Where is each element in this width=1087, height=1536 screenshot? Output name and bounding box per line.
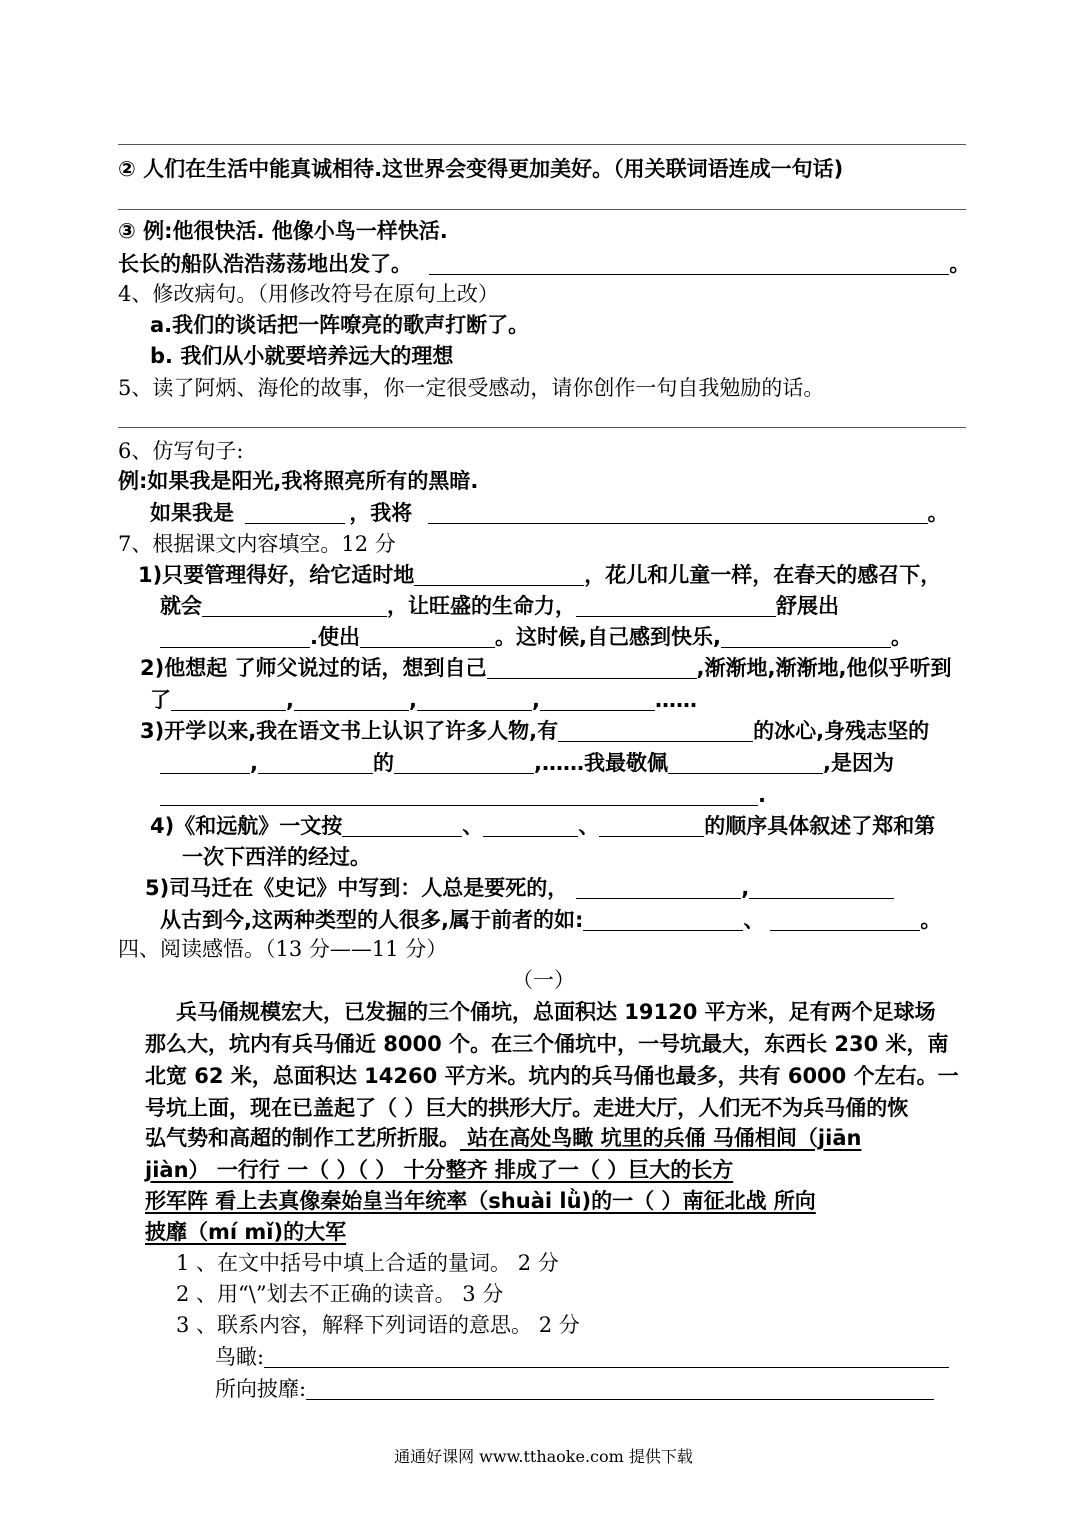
s7-3-blank-6[interactable] [160, 783, 758, 806]
passage-l5-plain: 弘气势和高超的制作工艺所折服。 [145, 1126, 460, 1150]
s7-1g: 。这时候,自己感到快乐, [494, 625, 721, 649]
answer-line-2 [118, 209, 966, 210]
s7-3-line-2 [160, 749, 894, 777]
q3-sentence-text: 长长的船队浩浩荡荡地出发了。 [118, 252, 412, 276]
term-suoxiangpimi [215, 1375, 934, 1403]
reading-question-1: 1 、在文中括号中填上合适的量词。 2 分 [176, 1251, 559, 1275]
s7-3-blank-1[interactable] [558, 719, 753, 742]
reading-question-3: 3 、联系内容，解释下列词语的意思。 2 分 [176, 1313, 580, 1337]
s7-3-blank-2[interactable] [160, 751, 250, 774]
s7-3-blank-5[interactable] [668, 751, 823, 774]
s7-1-blank-6[interactable] [721, 625, 891, 648]
s7-3-line-1 [140, 717, 929, 745]
s7-2-blank-2[interactable] [171, 688, 286, 711]
q3-end: 。 [949, 252, 971, 276]
passage-line-5 [145, 1123, 861, 1154]
question-3-example: ③ 例:他很快活. 他像小鸟一样快活. [118, 219, 448, 243]
s7-3d: ,……我最敬佩 [533, 751, 668, 775]
term-niaokan [215, 1343, 949, 1371]
s7-4-line-2: 一次下西洋的经过。 [182, 845, 371, 869]
s7-5-blank-2[interactable] [749, 876, 894, 899]
s7-4b-2: 、 [578, 814, 600, 838]
s6-a: 如果我是 [150, 501, 234, 525]
section-4-title: 4、修改病句。（用修改符号在原句上改） [118, 282, 499, 306]
s6-blank-2[interactable] [428, 501, 928, 524]
s7-3-line-3 [160, 781, 766, 809]
section-four-title: 四、阅读感悟。（13 分——11 分） [118, 937, 448, 961]
s7-1-blank-4[interactable] [160, 625, 310, 648]
question-3-sentence [118, 250, 970, 278]
s7-4-blank-2[interactable] [483, 814, 578, 837]
s7-1d: ，让旺盛的生命力， [387, 594, 576, 618]
s7-1c: 就会 [160, 594, 202, 618]
passage-line-4: 号坑上面，现在已盖起了（ ）巨大的拱形大厅。走进大厅，人们无不为兵马俑的恢 [145, 1096, 909, 1120]
q3-blank[interactable] [429, 252, 949, 275]
passage-line-8: 披靡（mí mǐ)的大军 [145, 1220, 347, 1244]
s7-5a: 5)司马迁在《史记》中写到：人总是要死的， [145, 876, 569, 900]
s7-3f: . [758, 783, 766, 807]
passage-line-1: 兵马俑规模宏大，已发掘的三个俑坑，总面积达 19120 平方米，足有两个足球场 [176, 1000, 936, 1024]
answer-line-1 [118, 144, 966, 145]
s7-5c: 、 [743, 908, 765, 932]
s7-5-blank-1[interactable] [576, 876, 741, 899]
s7-1-line-3 [160, 623, 912, 651]
section-7-title: 7、根据课文内容填空。12 分 [118, 532, 396, 556]
s7-3a: 3)开学以来,我在语文书上认识了许多人物,有 [140, 719, 559, 743]
s7-1-line-2 [160, 592, 839, 620]
s7-4-blank-3[interactable] [599, 814, 704, 837]
s7-2-line-2 [150, 686, 697, 714]
s7-1e: 舒展出 [776, 594, 839, 618]
s7-3-blank-4[interactable] [394, 751, 534, 774]
s7-1b: ，花儿和儿童一样，在春天的感召下， [584, 563, 942, 587]
s7-2b: ,渐渐地,渐渐地,他似乎听到 [696, 656, 952, 680]
section-6-fill [150, 499, 949, 527]
s7-2c: 了 [150, 688, 171, 712]
s7-5-comma: , [741, 876, 750, 900]
s7-2d-3: , [531, 688, 540, 712]
s7-4a: 4)《和远航》一文按 [150, 814, 343, 838]
s7-2-blank-1[interactable] [487, 656, 697, 679]
s7-1h: 。 [890, 625, 912, 649]
section-6-title: 6、仿写句子: [118, 439, 244, 463]
reading-question-2: 2 、用“\”划去不正确的读音。 3 分 [176, 1282, 504, 1306]
s7-5-blank-3[interactable] [583, 908, 743, 931]
question-2: ② 人们在生活中能真诚相待.这世界会变得更加美好。（用关联词语连成一句话) [118, 157, 844, 181]
s7-5-blank-4[interactable] [770, 908, 920, 931]
s7-5-line-1 [145, 874, 894, 902]
section-4-a: a.我们的谈话把一阵嘹亮的歌声打断了。 [150, 313, 530, 337]
s7-3d-comma: , [250, 751, 258, 775]
s7-2-blank-3[interactable] [294, 688, 409, 711]
s7-4-line-1 [150, 812, 935, 840]
s7-4c: 的顺序具体叙述了郑和第 [704, 814, 936, 838]
section-4-b: b. 我们从小就要培养远大的理想 [150, 344, 454, 368]
s7-3e: ,是因为 [822, 751, 894, 775]
reading-part-one: （一） [512, 968, 575, 992]
passage-line-7: 形军阵 看上去真像秦始皇当年统率（shuài lǜ)的一（ ）南征北战 所向 [145, 1189, 816, 1213]
s7-4-blank-1[interactable] [342, 814, 462, 837]
s7-2d-2: , [408, 688, 417, 712]
s7-1a: 1)只要管理得好，给它适时地 [138, 563, 415, 587]
s6-end: 。 [927, 501, 949, 525]
s7-5d: 。 [920, 908, 942, 932]
page-footer: 通通好课网 www.tthaoke.com 提供下载 [394, 1447, 693, 1466]
s7-1f: .使出 [310, 625, 360, 649]
s7-2d-1: , [286, 688, 294, 712]
term-2-blank[interactable] [306, 1377, 934, 1400]
s7-2-blank-4[interactable] [417, 688, 532, 711]
passage-line-6: jiàn） 一行行 一（ ）（ ） 十分整齐 排成了一（ ）巨大的长方 [145, 1158, 734, 1182]
s6-b: ，我将 [349, 501, 413, 525]
s7-1-blank-5[interactable] [360, 625, 495, 648]
s7-1-line-1 [138, 561, 941, 589]
term-2-label: 所向披靡: [215, 1377, 307, 1401]
passage-line-3: 北宽 62 米，总面积达 14260 平方米。坑内的兵马俑也最多，共有 6000 个左右。一 [145, 1064, 959, 1088]
s6-blank-1[interactable] [245, 501, 345, 524]
s7-2-line-1 [140, 654, 951, 682]
s7-1-blank-2[interactable] [202, 594, 387, 617]
answer-line-3 [118, 427, 966, 428]
term-1-blank[interactable] [264, 1345, 949, 1368]
term-1-label: 鸟瞰: [215, 1345, 265, 1369]
s7-1-blank-3[interactable] [576, 594, 776, 617]
s7-5b: 从古到今,这两种类型的人很多,属于前者的如: [160, 908, 584, 932]
s7-2a: 2)他想起 了师父说过的话，想到自己 [140, 656, 487, 680]
passage-l5-underlined: 站在高处鸟瞰 坑里的兵俑 马俑相间（jiān [460, 1126, 862, 1150]
s7-3b: 的冰心,身残志坚的 [753, 719, 930, 743]
section-6-example: 例:如果我是阳光,我将照亮所有的黑暗. [118, 469, 479, 493]
s7-2e: …… [654, 688, 697, 712]
section-5-title: 5、读了阿炳、海伦的故事，你一定很受感动，请你创作一句自我勉励的话。 [118, 376, 825, 400]
passage-line-2: 那么大，坑内有兵马俑近 8000 个。在三个俑坑中，一号坑最大，东西长 230 米，南 [145, 1032, 949, 1056]
s7-2-blank-5[interactable] [540, 688, 655, 711]
s7-3-blank-3[interactable] [258, 751, 373, 774]
s7-3c: 的 [372, 751, 394, 775]
s7-1-blank-1[interactable] [414, 563, 584, 586]
s7-4b-1: 、 [462, 814, 484, 838]
s7-5-line-2 [160, 906, 941, 934]
